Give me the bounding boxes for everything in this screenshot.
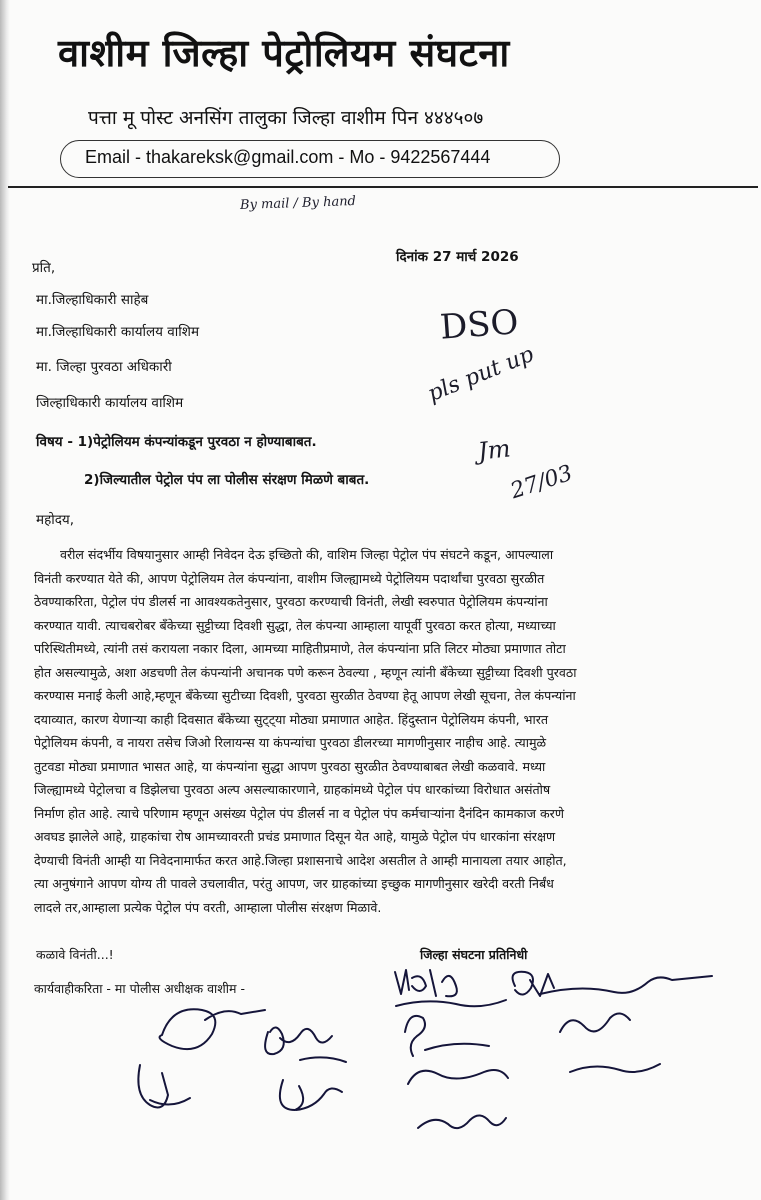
contact-line: Email - thakareksk@gmail.com - Mo - 9422567444 <box>85 147 491 167</box>
body-line: जिल्ह्यामध्ये पेट्रोलचा व डिझेलचा पुरवठा अल्प असल्याकारणाने, ग्राहकांमध्ये पेट्रोल पंप धारकांच्या विरोधात असंतोष <box>34 782 551 797</box>
letterhead-address: पत्ता मू पोस्ट अनसिंग तालुका जिल्हा वाशीम पिन ४४४५०७ <box>88 107 484 129</box>
recipient-line-4: जिल्हाधिकारी कार्यालय वाशिम <box>36 395 184 411</box>
handwritten-initials: Jm <box>476 434 512 466</box>
body-line: करण्यात यावी. त्याचबरोबर बँकेच्या सुट्टीच्या दिवशी सुद्धा, तेल कंपन्या आम्हाला यापूर्वी पुरवठा करत होत्या, मध्याच्या <box>34 617 556 633</box>
body-line: वरील संदर्भीय विषयानुसार आम्ही निवेदन देऊ इच्छितो की, वाशिम जिल्हा पेट्रोल पंप संघटने कडून, आपल्याला <box>60 547 554 562</box>
letterhead-title: वाशीम जिल्हा पेट्रोलियम संघटना <box>58 31 510 75</box>
handwritten-date: 27/03 <box>507 460 576 505</box>
letterhead-divider <box>8 186 758 188</box>
recipient-line-1: मा.जिल्हाधिकारी साहेब <box>36 292 149 308</box>
body-line: पेट्रोलियम कंपनी, व नायरा तसेच जिओ रिलायन्स या कंपन्यांचा पुरवठा डीलरच्या मागणीनुसार नाहीच आहे. त्यामुळे <box>34 735 547 750</box>
letter-date: दिनांक 27 मार्च 2026 <box>396 249 519 265</box>
body-line: लादले तर,आम्हाला प्रत्येक पेट्रोल पंप वरती, आम्हाला पोलीस संरक्षण मिळावे. <box>34 899 382 915</box>
action-line: कार्यवाहीकरिता - मा पोलीस अधीक्षक वाशीम - <box>34 981 245 996</box>
delivery-note: By mail / By hand <box>239 193 357 214</box>
signature-2 <box>396 1000 506 1006</box>
closing-line: कळावे विनंती...! <box>36 947 114 962</box>
signature-7 <box>265 1027 346 1062</box>
body-line: होत असल्यामुळे, अशा अडचणी तेल कंपन्यांनी अचानक पणे करून ठेवल्या , म्हणून त्यांनी बँकेच्या सुट्टीच्या दिवशी पुरवठा <box>34 664 577 680</box>
body-line: परिस्थितीमध्ये, त्यांनी तसं करायला नकार दिला, आमच्या माहितीप्रमाणे, तेल कंपन्यांना प्रति लिटर मोठ्या प्रमाणात तोटा <box>34 641 566 656</box>
salutation: महोदय, <box>36 512 75 528</box>
signature-1 <box>395 970 457 996</box>
subject-line-2: 2)जिल्यातील पेट्रोल पंप ला पोलीस संरक्षण मिळणे बाबत. <box>84 472 370 488</box>
body-line: करण्यास मनाई केली आहे,म्हणून बँकेच्या सुटीच्या दिवशी, पुरवठा सुरळीत ठेवण्या हेतू आपण लेखी सूचना, तेल कंपन्यांना <box>34 688 576 703</box>
handwritten-put-up: pls put up <box>424 341 538 408</box>
signature-4 <box>540 976 712 994</box>
signature-5 <box>160 1009 265 1049</box>
signature-8 <box>280 1080 342 1110</box>
body-line: ठेवण्याकरिता, पेट्रोल पंप डीलर्स ना आवश्यकतेनुसार, पुरवठा करण्याची विनंती, लेखी स्वरुपात पेट्रोलियम कंपन्यांना <box>34 594 548 609</box>
handwritten-dso: DSO <box>438 302 520 348</box>
signature-9 <box>405 1016 508 1084</box>
body-line: अवघड झालेले आहे, ग्राहकांचा रोष आमच्यावरती प्रचंड प्रमाणात दिसून येत आहे, यामुळे पेट्रोल पंप धारकांना संरक्षण <box>34 829 556 844</box>
recipient-line-2: मा.जिल्हाधिकारी कार्यालय वाशिम <box>36 324 200 340</box>
representative-label: जिल्हा संघटना प्रतिनिधी <box>420 947 528 962</box>
body-line: तुटवडा मोठ्या प्रमाणात भासत आहे, या कंपन्यांना सुद्धा आपण पुरवठा सुरळीत ठेवण्याबाबत लेखी कळवावे. मध्या <box>34 758 546 774</box>
body-line: दयाव्यात, कारण येणाऱ्या काही दिवसात बँकेच्या सुट्ट्या मोठ्या प्रमाणात आहेत. हिंदुस्तान पेट्रोलियम कंपनी, भारत <box>34 711 549 727</box>
signature-10 <box>418 1013 660 1128</box>
body-line: त्या अनुषंगाने आपण योग्य ती पावले उचलावीत, परंतु आपण, जर ग्राहकांच्या इच्छुक मागणीनुसार खरेदी वरती निर्बंध <box>34 876 554 891</box>
body-line: निर्माण होत आहे. त्याचे परिणाम म्हणून असंख्य पेट्रोल पंप डीलर्स ना व पेट्रोल पंप कर्मचाऱ्यांना दैनंदिन कामकाज करणे <box>34 805 564 821</box>
signature-6 <box>138 1065 190 1107</box>
body-line: देण्याची विनंती आम्ही या निवेदनामार्फत करत आहे.जिल्हा प्रशासनाचे आदेश असतील ते आम्ही मानायला तयार आहोत, <box>34 852 567 868</box>
recipient-line-3: मा. जिल्हा पुरवठा अधिकारी <box>36 359 172 375</box>
subject-line-1: विषय - 1)पेट्रोलियम कंपन्यांकडून पुरवठा न होण्याबाबत. <box>36 434 317 450</box>
body-line: विनंती करण्यात येते की, आपण पेट्रोलियम तेल कंपन्यांना, वाशीम जिल्ह्यामध्ये पेट्रोलियम पदार्थांचा पुरवठा सुरळीत <box>34 570 545 586</box>
letter-body <box>34 543 734 919</box>
signatures-area <box>0 960 761 1200</box>
prati-label: प्रति, <box>32 260 56 276</box>
